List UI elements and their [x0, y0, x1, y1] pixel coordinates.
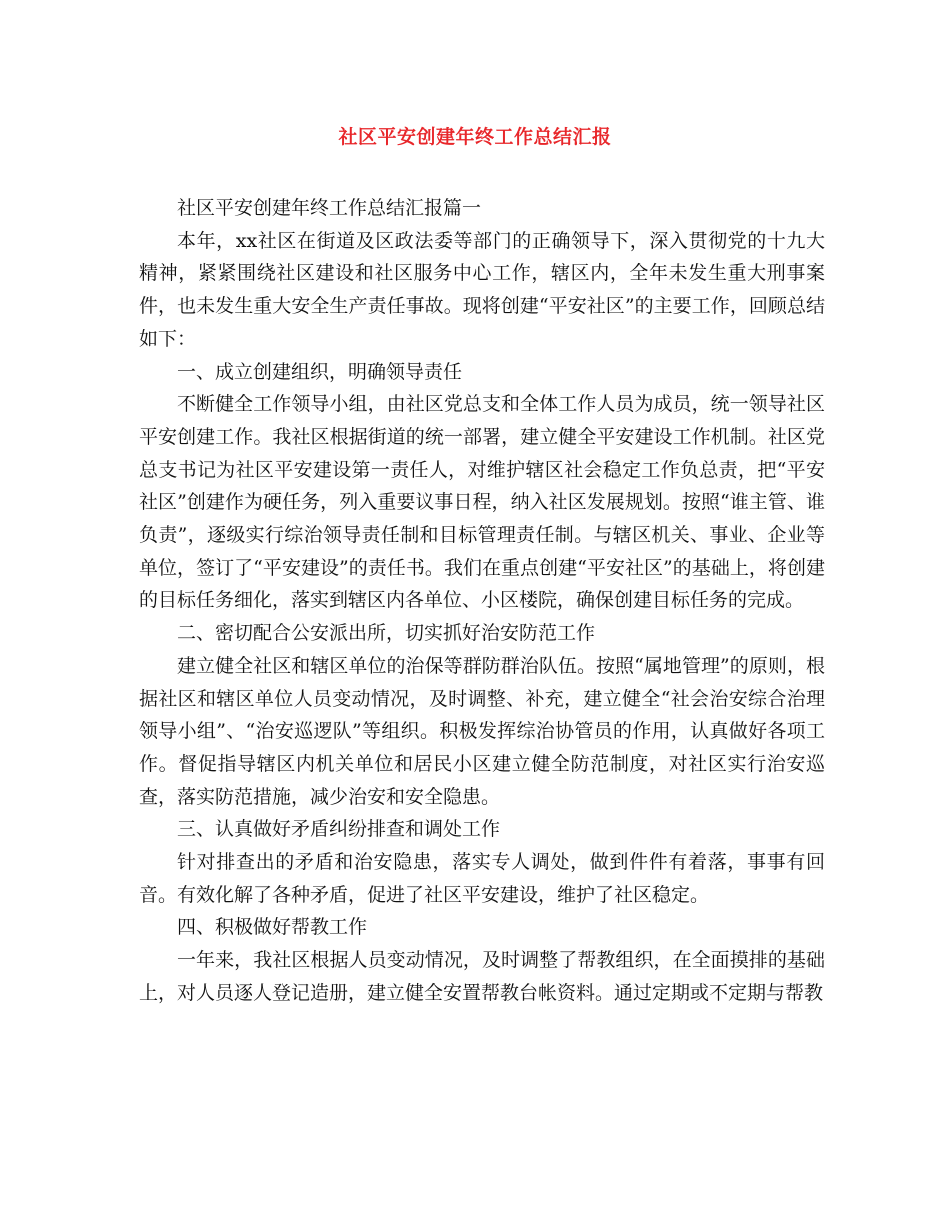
document-title: 社区平安创建年终工作总结汇报 [338, 126, 612, 148]
section-heading: 四、积极做好帮教工作 [177, 916, 368, 939]
section-heading: 社区平安创建年终工作总结汇报篇一 [177, 197, 482, 219]
document-body [139, 192, 825, 1010]
paragraph: 建立健全社区和辖区单位的治保等群防群治队伍。按照“属地管理”的原则，根据社区和辖区单位人员变动情况，及时调整、补充，建立健全“社会治安综合治理领导小组”、“治安巡逻队”等组织。积极发挥综治协管员的作用，认真做好各项工作。督促指导辖区内机关单位和居民小区建立健全防范制度，对社区实行治安巡查，落实防范措施，减少治安和安全隐患。 [139, 654, 825, 808]
section-heading: 三、认真做好矛盾纠纷排查和调处工作 [177, 818, 501, 841]
section-heading: 一、成立创建组织，明确领导责任 [177, 360, 463, 383]
paragraph: 不断健全工作领导小组，由社区党总支和全体工作人员为成员，统一领导社区平安创建工作。我社区根据街道的统一部署，建立健全平安建设工作机制。社区党总支书记为社区平安建设第一责任人，对维护辖区社会稳定工作负总责，把“平安社区”创建作为硬任务，列入重要议事日程，纳入社区发展规划。按照“谁主管、谁负责”，逐级实行综治领导责任制和目标管理责任制。与辖区机关、事业、企业等单位，签订了“平安建设”的责任书。我们在重点创建“平安社区”的基础上，将创建的目标任务细化，落实到辖区内各单位、小区楼院，确保创建目标任务的完成。 [139, 393, 825, 612]
paragraph: 针对排查出的矛盾和治安隐患，落实专人调处，做到件件有着落，事事有回音。有效化解了各种矛盾，促进了社区平安建设，维护了社区稳定。 [139, 851, 825, 906]
paragraph: 一年来，我社区根据人员变动情况，及时调整了帮教组织，在全面摸排的基础上，对人员逐人登记造册，建立健全安置帮教台帐资料。通过定期或不定期与帮教 [139, 949, 825, 1004]
paragraph: 本年，xx社区在街道及区政法委等部门的正确领导下，深入贯彻党的十九大精神，紧紧围绕社区建设和社区服务中心工作，辖区内，全年未发生重大刑事案件，也未发生重大安全生产责任事故。现将创建“平安社区”的主要工作，回顾总结如下： [139, 229, 825, 350]
section-heading: 二、密切配合公安派出所，切实抓好治安防范工作 [177, 622, 596, 645]
